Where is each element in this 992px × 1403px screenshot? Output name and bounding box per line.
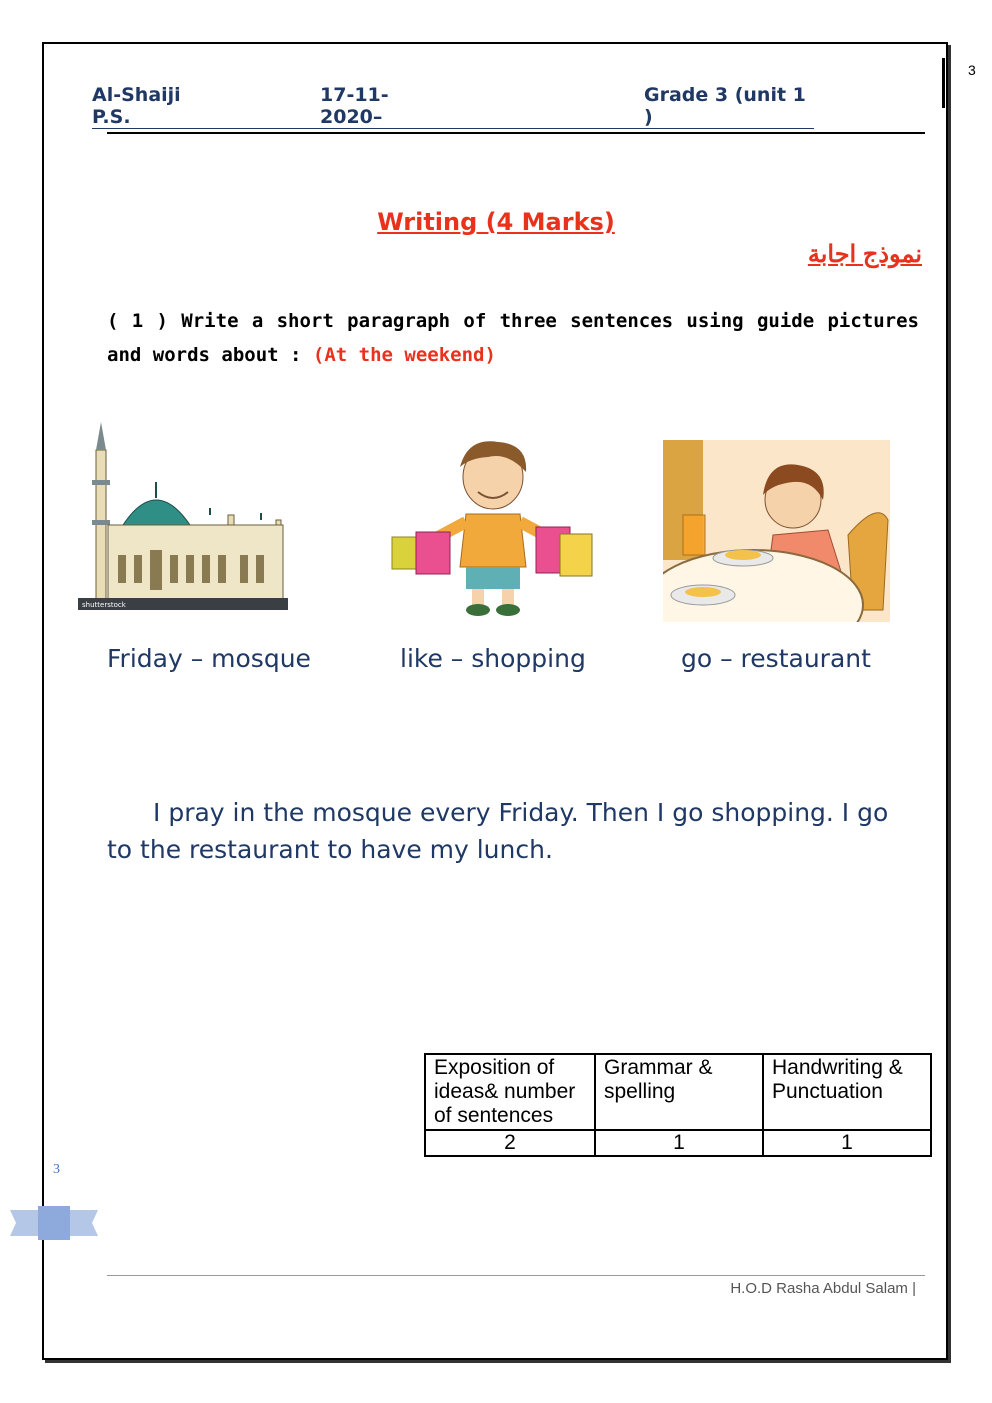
model-answer-paragraph: I pray in the mosque every Friday. Then I go shopping. I go to the restaurant to have my lunch. <box>107 798 889 864</box>
page-edge-bar <box>942 58 945 108</box>
instruction-topic: (At the weekend) <box>312 344 496 366</box>
rubric-score-cell: 1 <box>595 1130 763 1156</box>
guide-words-3: go – restaurant <box>681 644 871 673</box>
rubric-header-row <box>425 1054 931 1130</box>
grade-unit: Grade 3 (unit 1 ) <box>442 84 814 129</box>
boy-shopping-icon <box>388 432 598 627</box>
model-answer-label: نموذج اجابة <box>807 241 922 268</box>
guide-words-1: Friday – mosque <box>107 644 311 673</box>
exam-date: 17-11-2020– <box>222 84 442 129</box>
ribbon-decoration <box>10 1206 98 1245</box>
school-name: Al-Shaiji P.S. <box>92 84 222 129</box>
rubric-header-cell: Grammar & spelling <box>595 1054 763 1130</box>
guide-words-2: like – shopping <box>400 644 586 673</box>
rubric-score-row <box>425 1130 931 1156</box>
page-number-corner: 3 <box>968 62 976 78</box>
footer-divider <box>107 1275 925 1276</box>
rubric-table <box>424 1053 932 1157</box>
rubric-score-cell: 1 <box>763 1130 931 1156</box>
rubric-header-cell: Exposition of ideas& number of sentences <box>425 1054 595 1130</box>
page-number: 3 <box>53 1162 60 1177</box>
section-title: Writing (4 Marks) <box>377 208 615 236</box>
header-divider <box>107 132 925 134</box>
rubric-header-cell: Handwriting & Punctuation <box>763 1054 931 1130</box>
mosque-icon <box>78 420 290 617</box>
watermark-text: shutterstock <box>82 601 126 609</box>
boy-eating-icon <box>663 440 890 627</box>
rubric-score-cell: 2 <box>425 1130 595 1156</box>
instruction-text: ( 1 ) Write a short paragraph of three sentences using guide pictures and words about : <box>107 310 919 366</box>
instruction-paragraph <box>107 304 919 372</box>
footer-credit: H.O.D Rasha Abdul Salam | <box>730 1280 916 1297</box>
